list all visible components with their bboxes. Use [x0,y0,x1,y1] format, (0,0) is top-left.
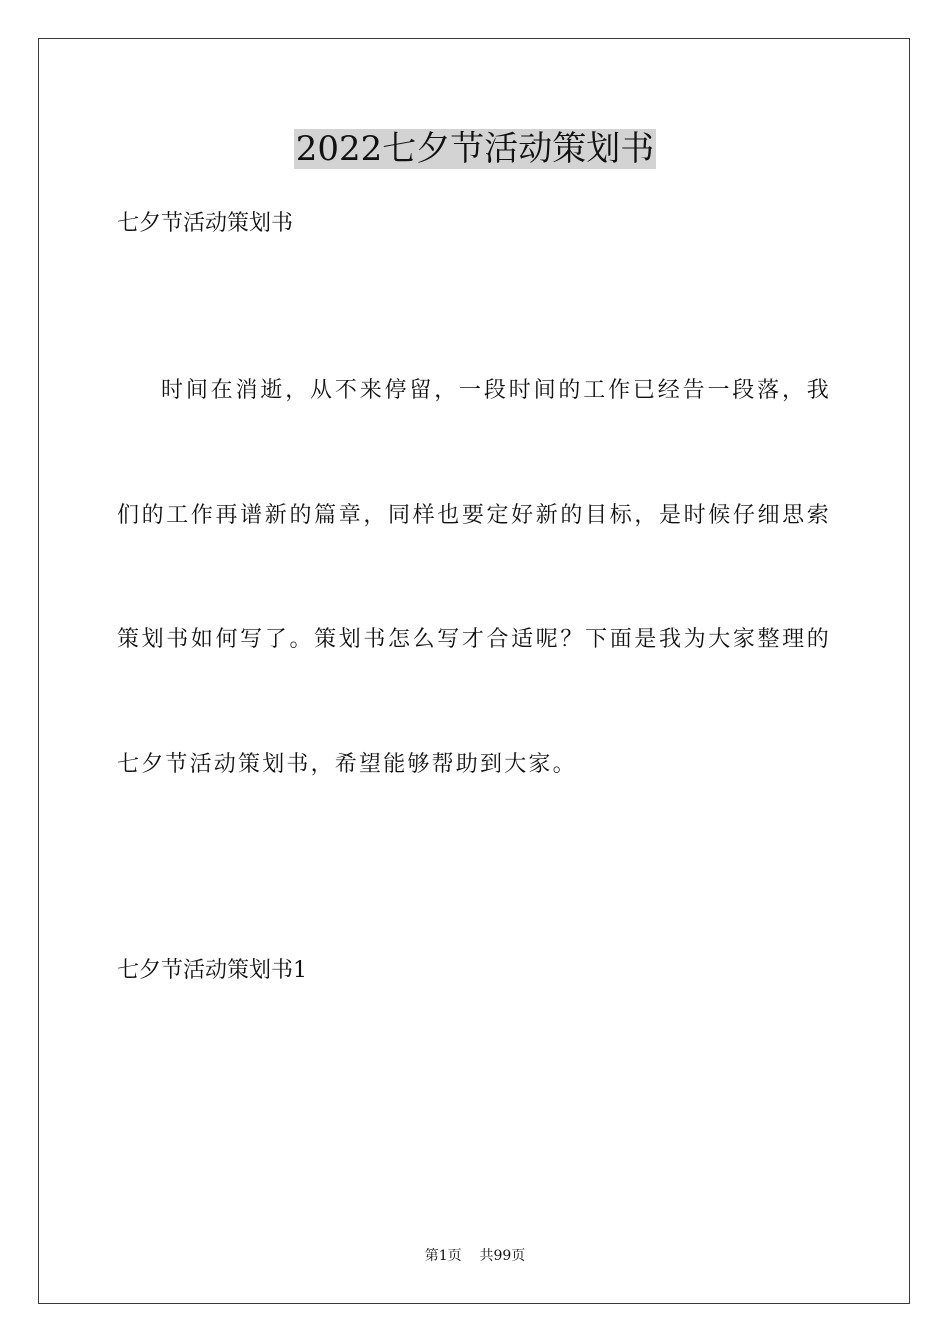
footer-spacer [462,1248,480,1264]
section-heading: 七夕节活动策划书1 [117,958,307,983]
intro-paragraph: 时间在消逝，从不来停留，一段时间的工作已经告一段落，我们的工作再谱新的篇章，同样也要定好新的目标，是时候仔细思索策划书如何写了。策划书怎么写才合适呢？下面是我为大家整理的七夕节活动策划书，希望能够帮助到大家。 [117,378,831,778]
page-total: 共99页 [479,1248,526,1264]
document-title [0,128,950,170]
page-footer [0,1246,950,1266]
page-number: 第1页 [424,1248,462,1264]
document-title-text: 2022七夕节活动策划书 [295,129,655,169]
document-subheading: 七夕节活动策划书 [117,211,294,236]
